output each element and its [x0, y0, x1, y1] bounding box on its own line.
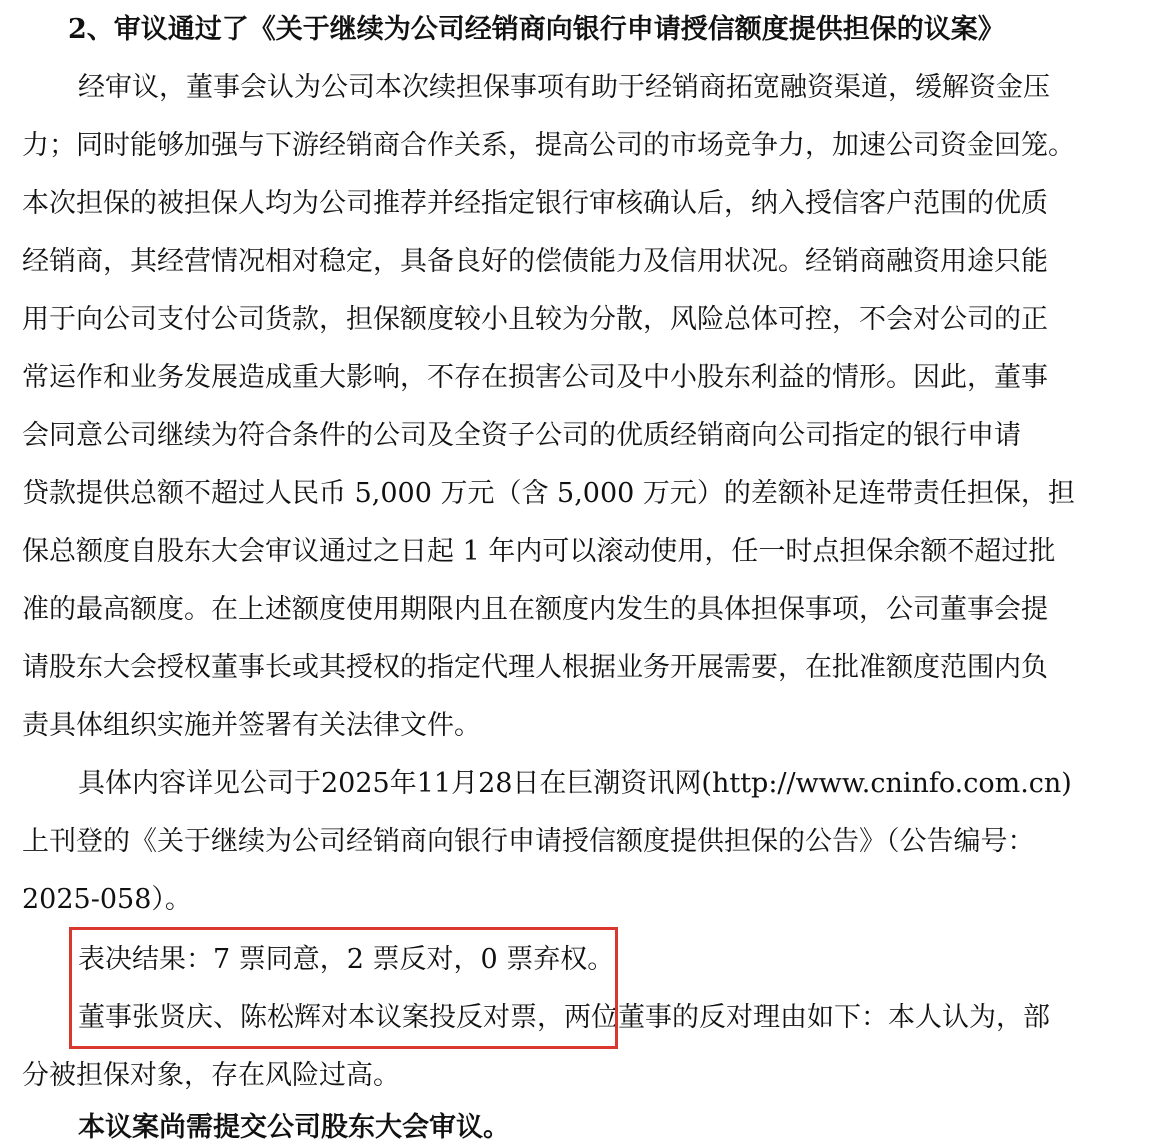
- cut-off-line: 本议案尚需提交公司股东大会审议。: [78, 1112, 510, 1143]
- paragraph-line: 保总额度自股东大会审议通过之日起 1 年内可以滚动使用，任一时点担保余额不超过批: [22, 536, 1056, 567]
- paragraph-line: 责具体组织实施并签署有关法律文件。: [22, 710, 481, 741]
- dissent-line: 董事张贤庆、陈松辉对本议案投反对票，两位董事的反对理由如下：本人认为，部: [78, 1002, 1050, 1033]
- paragraph-line: 会同意公司继续为符合条件的公司及全资子公司的优质经销商向公司指定的银行申请: [22, 420, 1021, 451]
- reference-line: 2025-058）。: [22, 884, 192, 915]
- paragraph-line: 经审议，董事会认为公司本次续担保事项有助于经销商拓宽融资渠道，缓解资金压: [78, 72, 1050, 103]
- paragraph-line: 力；同时能够加强与下游经销商合作关系，提高公司的市场竞争力，加速公司资金回笼。: [22, 130, 1075, 161]
- dissent-line: 分被担保对象，存在风险过高。: [22, 1060, 400, 1091]
- paragraph-line: 贷款提供总额不超过人民币 5,000 万元（含 5,000 万元）的差额补足连带责任担保，担: [22, 478, 1075, 509]
- vote-result: 表决结果：7 票同意，2 票反对，0 票弃权。: [78, 944, 615, 975]
- paragraph-line: 经销商，其经营情况相对稳定，具备良好的偿债能力及信用状况。经销商融资用途只能: [22, 246, 1048, 277]
- section-heading: 2、审议通过了《关于继续为公司经销商向银行申请授信额度提供担保的议案》: [68, 14, 1005, 45]
- paragraph-line: 本次担保的被担保人均为公司推荐并经指定银行审核确认后，纳入授信客户范围的优质: [22, 188, 1048, 219]
- paragraph-line: 常运作和业务发展造成重大影响，不存在损害公司及中小股东利益的情形。因此，董事: [22, 362, 1048, 393]
- paragraph-line: 用于向公司支付公司货款，担保额度较小且较为分散，风险总体可控，不会对公司的正: [22, 304, 1048, 335]
- reference-line: 具体内容详见公司于2025年11月28日在巨潮资讯网(http://www.cninfo.com.cn): [78, 768, 1072, 799]
- reference-line: 上刊登的《关于继续为公司经销商向银行申请授信额度提供担保的公告》（公告编号：: [22, 826, 1035, 857]
- paragraph-line: 请股东大会授权董事长或其授权的指定代理人根据业务开展需要，在批准额度范围内负: [22, 652, 1048, 683]
- paragraph-line: 准的最高额度。在上述额度使用期限内且在额度内发生的具体担保事项，公司董事会提: [22, 594, 1048, 625]
